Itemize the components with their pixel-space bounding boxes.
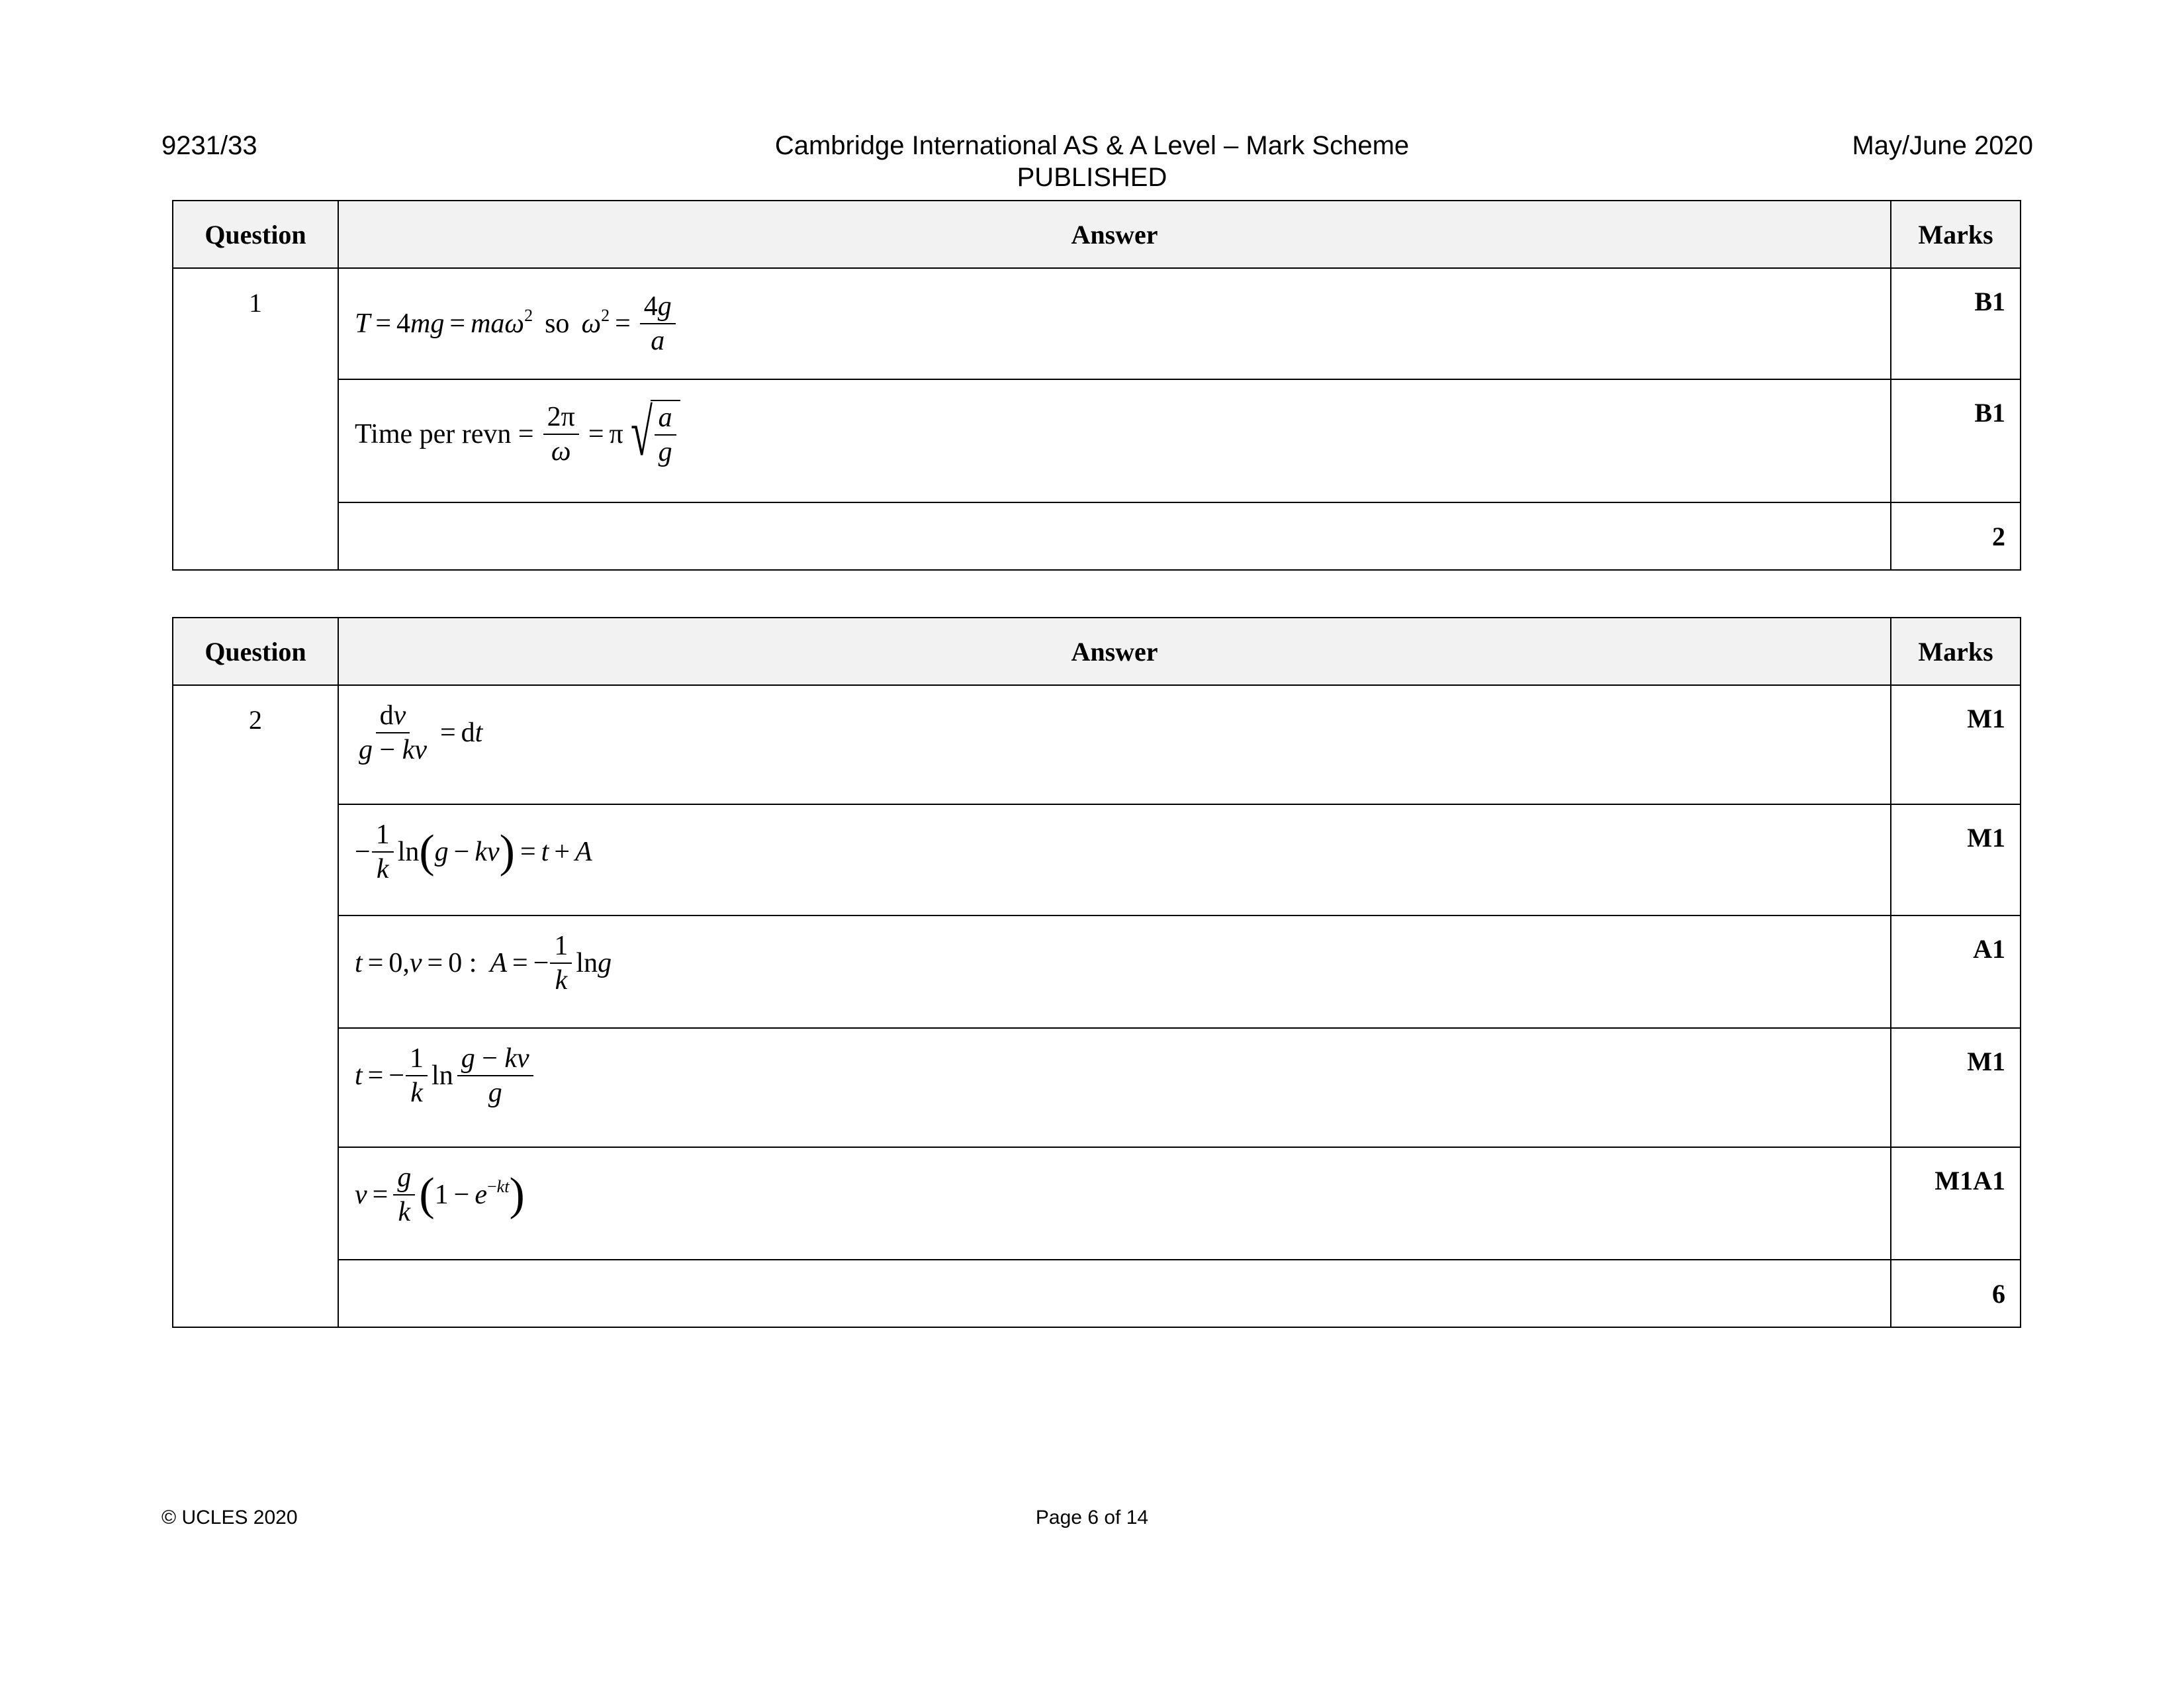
answer-cell xyxy=(338,1028,1891,1147)
time-per-revolution-label: Time per revn = xyxy=(355,419,534,449)
published-line: PUBLISHED xyxy=(1017,163,1167,192)
answer-cell xyxy=(338,379,1891,502)
total-row xyxy=(173,502,2021,570)
answer-cell xyxy=(338,804,1891,915)
column-header-marks: Marks xyxy=(1891,201,2021,268)
math-expression: Time per revn = $\frac{2\pi}{\omega}$ = π √ $\frac{a}{g}$ xyxy=(355,400,680,469)
math-expression: − $\frac{1}{k}$ ln ( g − kv ) = t + A xyxy=(355,820,592,884)
question-number: 1 xyxy=(173,268,338,570)
exam-session: May/June 2020 xyxy=(1852,131,2033,160)
mark-code: M1A1 xyxy=(1891,1147,2021,1260)
math-expression: t = 0, v = 0 : A = − $\frac{1}{k}$ ln g xyxy=(355,931,612,996)
answer-cell xyxy=(338,915,1891,1028)
paper-code: 9231/33 xyxy=(161,131,257,160)
math-expression: $\frac{dv}{g - kv}$ = d t xyxy=(359,700,483,765)
answer-cell xyxy=(338,1147,1891,1260)
title-line: Cambridge International AS & A Level – Mark Scheme xyxy=(774,131,1410,160)
copyright: © UCLES 2020 xyxy=(161,1507,298,1528)
math-expression: v = $\frac{g}{k}$ ( 1 − e −kt ) xyxy=(355,1162,525,1227)
page-number: Page 6 of 14 xyxy=(1035,1507,1149,1528)
total-row xyxy=(173,1260,2021,1327)
answer-cell-empty xyxy=(338,502,1891,570)
table-row xyxy=(173,915,2021,1028)
table-row xyxy=(173,804,2021,915)
math-expression: t = − $\frac{1}{k}$ ln $\frac{g - kv}{g}$ xyxy=(355,1042,537,1109)
mark-code: M1 xyxy=(1891,804,2021,915)
column-header-question: Question xyxy=(173,201,338,268)
question-number: 2 xyxy=(173,685,338,1327)
table-row xyxy=(173,1147,2021,1260)
mark-scheme-table-q1 xyxy=(172,200,2021,571)
column-header-question: Question xyxy=(173,618,338,685)
mark-code: M1 xyxy=(1891,685,2021,804)
table-row xyxy=(173,685,2021,804)
mark-scheme-table-q2 xyxy=(172,617,2021,1328)
total-marks: 2 xyxy=(1891,502,2021,570)
column-header-marks: Marks xyxy=(1891,618,2021,685)
column-header-answer: Answer xyxy=(338,618,1891,685)
table-row xyxy=(173,268,2021,379)
mark-code: B1 xyxy=(1891,379,2021,502)
answer-cell-empty xyxy=(338,1260,1891,1327)
table-header-row xyxy=(173,201,2021,268)
total-marks: 6 xyxy=(1891,1260,2021,1327)
mark-code: M1 xyxy=(1891,1028,2021,1147)
mark-code: A1 xyxy=(1891,915,2021,1028)
column-header-answer: Answer xyxy=(338,201,1891,268)
math-expression: T = 4 mg = ma ω 2 so ω 2 = $\frac{4g}{a}$ xyxy=(355,290,680,357)
table-row xyxy=(173,379,2021,502)
answer-cell xyxy=(338,268,1891,379)
table-row xyxy=(173,1028,2021,1147)
answer-cell xyxy=(338,685,1891,804)
table-header-row xyxy=(173,618,2021,685)
mark-code: B1 xyxy=(1891,268,2021,379)
